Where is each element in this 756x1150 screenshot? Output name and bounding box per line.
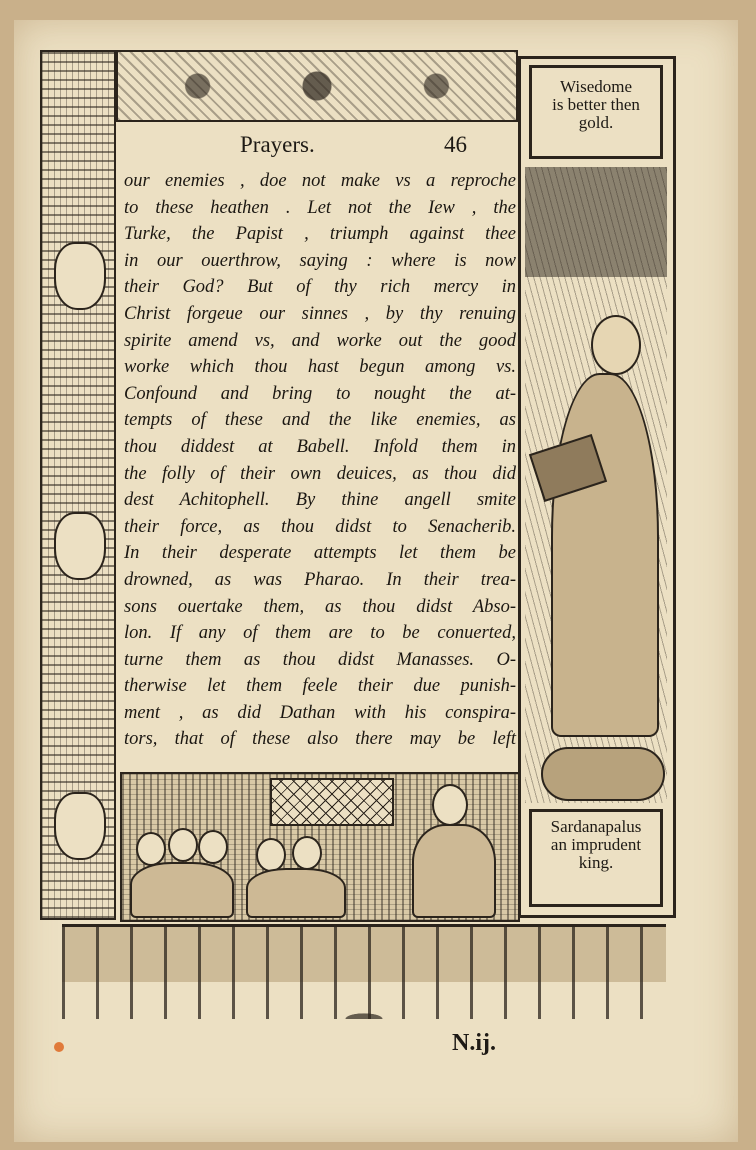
text-line: thou diddest at Babell. Infold them in bbox=[124, 436, 516, 457]
caption-line: is better then bbox=[552, 95, 640, 114]
running-head bbox=[116, 128, 516, 164]
text-line: Confound and bring to nought the at- bbox=[124, 383, 516, 404]
text-line: drowned, as was Pharao. In their trea- bbox=[124, 569, 516, 590]
vase-ornament-icon bbox=[54, 512, 106, 580]
child-figure-icon bbox=[136, 832, 166, 866]
sardanapalus-caption bbox=[529, 809, 663, 907]
text-panel bbox=[116, 120, 516, 770]
page-number: 46 bbox=[444, 132, 467, 157]
text-line: their God? But of thy rich mercy in bbox=[124, 277, 516, 298]
caption-line: an imprudent bbox=[550, 835, 642, 854]
wisdom-figure-woodcut bbox=[525, 167, 667, 803]
lattice-window-icon bbox=[270, 778, 394, 826]
child-figure-icon bbox=[198, 830, 228, 864]
text-line: In their desperate attempts let them be bbox=[124, 543, 516, 564]
child-figure-icon bbox=[168, 828, 198, 862]
caption-line: gold. bbox=[578, 113, 614, 132]
signature-mark: N.ij. bbox=[452, 1030, 496, 1056]
bottom-fleur-de-lis-border bbox=[62, 924, 666, 1019]
text-line: worke which thou hast begun among vs. bbox=[124, 357, 516, 378]
text-line: tempts of these and the like enemies, as bbox=[124, 410, 516, 431]
text-line: dest Achitophell. By thine angell smite bbox=[124, 490, 516, 511]
vase-ornament-icon bbox=[54, 792, 106, 860]
text-line: the folly of their own deuices, as thou did bbox=[124, 463, 516, 484]
text-line: Christ forgeue our sinnes , by thy renuing bbox=[124, 303, 516, 324]
student-figure-icon bbox=[256, 838, 286, 872]
text-line: therwise let them feele their due punish- bbox=[124, 676, 516, 697]
fallen-king-icon bbox=[541, 747, 665, 801]
student-figure-icon bbox=[292, 836, 322, 870]
vase-ornament-icon bbox=[54, 242, 106, 310]
caption-line: Sardanapalus bbox=[550, 817, 642, 836]
woman-dress-icon bbox=[551, 373, 659, 737]
text-line: their force, as thou didst to Senacherib. bbox=[124, 516, 516, 537]
ink-stain-icon bbox=[54, 1042, 64, 1052]
right-allegorical-panel bbox=[518, 56, 676, 918]
caption-line: king. bbox=[578, 853, 614, 872]
text-line: Turke, the Papist , triumph against thee bbox=[124, 224, 516, 245]
page-title: Prayers. bbox=[240, 132, 315, 157]
text-line: sons ouertake them, as thou didst Abso- bbox=[124, 596, 516, 617]
students-group-icon bbox=[246, 868, 346, 918]
text-line: turne them as thou didst Manasses. O- bbox=[124, 649, 516, 670]
woman-head-icon bbox=[591, 315, 641, 375]
teacher-figure-icon bbox=[432, 784, 468, 826]
text-line: in our ouerthrow, saying : where is now bbox=[124, 250, 516, 271]
caption-line: Wisedome bbox=[559, 77, 633, 96]
text-line: ment , as did Dathan with his conspira- bbox=[124, 702, 516, 723]
top-ornamental-border bbox=[116, 50, 518, 122]
text-line: our enemies , doe not make vs a reproche bbox=[124, 171, 516, 191]
children-group-icon bbox=[130, 862, 234, 918]
text-line: tors, that of these also there may be left bbox=[124, 729, 516, 750]
text-line: to these heathen . Let not the Iew , the bbox=[124, 197, 516, 218]
prayer-text bbox=[124, 168, 516, 753]
wisdom-caption bbox=[529, 65, 663, 159]
text-line: lon. If any of them are to be conuerted, bbox=[124, 623, 516, 644]
teacher-robe-icon bbox=[412, 824, 496, 918]
text-line: spirite amend vs, and worke out the good bbox=[124, 330, 516, 351]
classroom-woodcut-illustration bbox=[120, 772, 520, 922]
left-ornamental-border bbox=[40, 50, 116, 920]
